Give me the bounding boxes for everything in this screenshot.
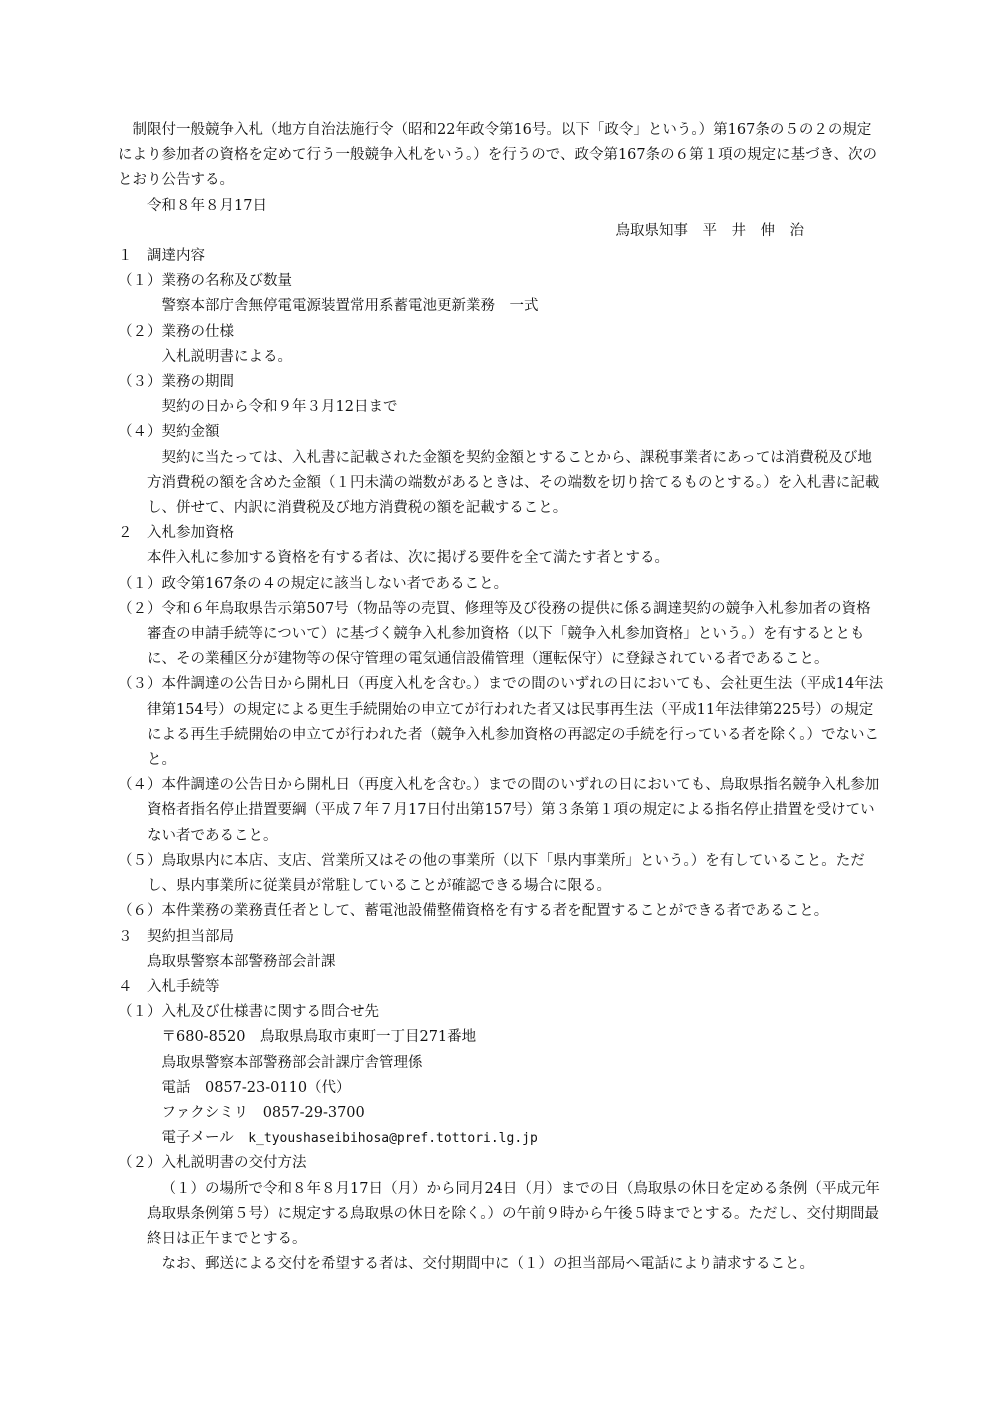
s1-item-1-body: 警察本部庁舎無停電電源装置常用系蓄電池更新業務 一式 <box>161 298 539 315</box>
s2-item-2: （２）令和６年鳥取県告示第507号（物品等の売買、修理等及び役務の提供に係る調達契約の競争入札参加者の資格審査の申請手続等について）に基づく競争入札参加資格（以下「競争入札参加資格」という。）を有するとともに、その業種区分が建物等の保守管理の電気通信設備管理（運転保守）に登録されている者であること。 <box>118 600 871 668</box>
signer: 鳥取県知事 平 井 伸 治 <box>615 222 804 239</box>
s2-lead: 本件入札に参加する資格を有する者は、次に掲げる要件を全て満たす者とする。 <box>147 550 669 567</box>
s1-item-3-body: 契約の日から令和９年３月12日まで <box>161 399 398 416</box>
contact-postal-address: 〒680-8520 鳥取県鳥取市東町一丁目271番地 <box>161 1029 477 1046</box>
s1-item-2-body: 入札説明書による。 <box>161 348 292 365</box>
section-2-heading: ２ 入札参加資格 <box>118 525 234 542</box>
s1-item-4-body: 契約に当たっては、入札書に記載された金額を契約金額とすることから、課税事業者にあっては消費税及び地方消費税の額を含めた金額（１円未満の端数があるときは、その端数を切り捨てるものとする。）を入札書に記載し、併せて、内訳に消費税及び地方消費税の額を記載すること。 <box>147 449 880 517</box>
s2-item-6: （６）本件業務の業務責任者として、蓄電池設備整備資格を有する者を配置することができる者であること。 <box>118 903 829 920</box>
contact-email-address: k_tyoushaseibihosa@pref.tottori.lg.jp <box>248 1131 538 1147</box>
s1-item-4-title: （４）契約金額 <box>118 424 220 441</box>
s2-item-4: （４）本件調達の公告日から開札日（再度入札を含む。）までの間のいずれの日においても、鳥取県指名競争入札参加資格者指名停止措置要綱（平成７年７月17日付出第157号）第３条第１項の規定による指名停止措置を受けていない者であること。 <box>118 777 880 844</box>
contact-email-line <box>118 1126 884 1151</box>
contact-email-label: 電子メール <box>161 1130 249 1147</box>
s4-item-2-body-1: （１）の場所で令和８年８月17日（月）から同月24日（月）までの日（鳥取県の休日を定める条例（平成元年鳥取県条例第５号）に規定する鳥取県の休日を除く。）の午前９時から午後５時までとする。ただし、交付期間最終日は正午までとする。 <box>147 1180 880 1247</box>
s4-item-2-body-2: なお、郵送による交付を希望する者は、交付期間中に（１）の担当部局へ電話により請求すること。 <box>161 1256 814 1273</box>
s1-item-3-title: （３）業務の期間 <box>118 374 234 391</box>
notice-date: 令和８年８月17日 <box>147 197 267 214</box>
intro-paragraph: 制限付一般競争入札（地方自治法施行令（昭和22年政令第16号。以下「政令」という。）第167条の５の２の規定により参加者の資格を定めて行う一般競争入札をいう。）を行うので、政令第167条の６第１項の規定に基づき、次のとおり公告する。 <box>118 122 878 189</box>
notice-body <box>118 118 884 1277</box>
contact-fax: ファクシミリ 0857-29-3700 <box>161 1104 365 1121</box>
s4-item-2-title: （２）入札説明書の交付方法 <box>118 1155 307 1172</box>
s3-body: 鳥取県警察本部警務部会計課 <box>147 953 336 970</box>
section-4-heading: ４ 入札手続等 <box>118 978 220 995</box>
section-3-heading: ３ 契約担当部局 <box>118 928 234 945</box>
s1-item-2-title: （２）業務の仕様 <box>118 323 234 340</box>
s2-item-3: （３）本件調達の公告日から開札日（再度入札を含む。）までの間のいずれの日においても、会社更生法（平成14年法律第154号）の規定による更生手続開始の申立てが行われた者又は民事再生法（平成11年法律第225号）の規定による再生手続開始の申立てが行われた者（競争入札参加資格の再認定の手続を行っている者を除く。）でないこと。 <box>118 676 884 769</box>
contact-phone: 電話 0857-23-0110（代） <box>161 1079 351 1096</box>
s2-item-1: （１）政令第167条の４の規定に該当しない者であること。 <box>118 575 509 592</box>
s4-item-1-title: （１）入札及び仕様書に関する問合せ先 <box>118 1004 379 1021</box>
s2-item-5: （５）鳥取県内に本店、支店、営業所又はその他の事業所（以下「県内事業所」という。）を有していること。ただし、県内事業所に従業員が常駐していることが確認できる場合に限る。 <box>118 852 865 895</box>
section-1-heading: １ 調達内容 <box>118 248 205 265</box>
contact-office: 鳥取県警察本部警務部会計課庁舎管理係 <box>161 1054 423 1071</box>
s1-item-1-title: （１）業務の名称及び数量 <box>118 273 292 290</box>
